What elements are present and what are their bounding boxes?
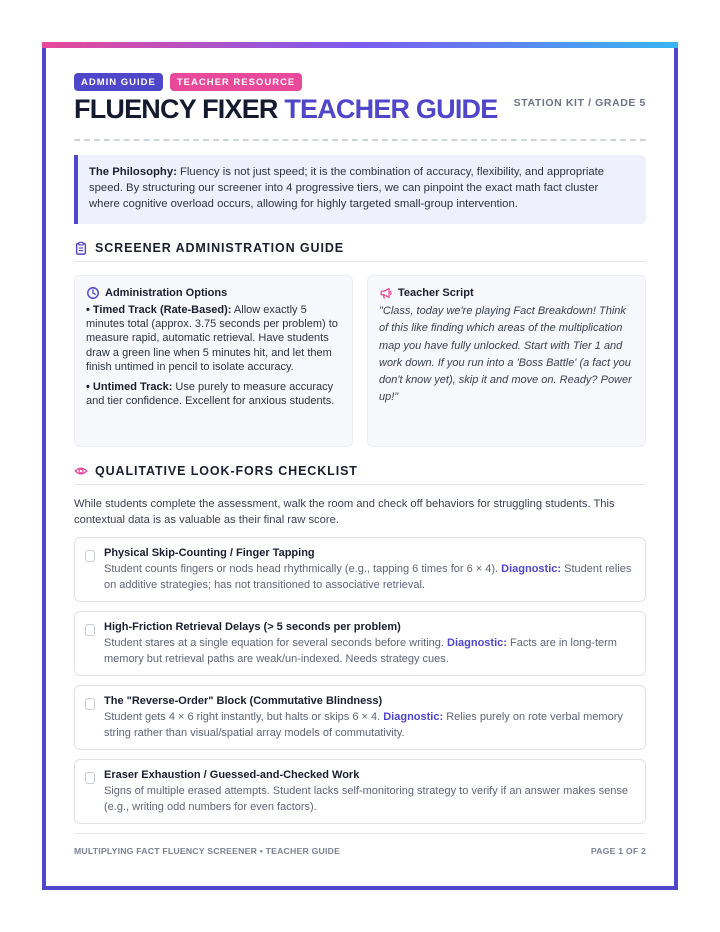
untimed-track-option	[86, 380, 341, 408]
checklist-section-header	[74, 464, 646, 485]
clipboard-icon	[74, 241, 88, 255]
teacher-script-label: Teacher Script	[398, 287, 474, 299]
timed-track-option	[86, 303, 341, 374]
philosophy-label: The Philosophy:	[89, 166, 177, 178]
look-for-body	[104, 562, 635, 593]
diagnostic-label: Diagnostic:	[383, 711, 444, 723]
checklist-intro: While students complete the assessment, walk the room and check off behaviors for struggling students. This contextual data is as valuable as their final raw score.	[74, 498, 615, 526]
admin-guide-badge: ADMIN GUIDE	[74, 73, 163, 91]
diagnostic-label: Diagnostic:	[447, 637, 507, 649]
look-for-item[interactable]	[74, 759, 646, 824]
checkbox[interactable]	[85, 698, 95, 710]
title-part-1: FLUENCY FIXER	[74, 94, 278, 124]
dashed-divider	[74, 139, 646, 141]
look-for-description: Student counts fingers or nods head rhythmically (e.g., tapping 6 times for 6 × 4).	[104, 563, 502, 575]
look-for-title: Eraser Exhaustion / Guessed-and-Checked Work	[104, 769, 360, 781]
look-for-item[interactable]	[74, 685, 646, 750]
look-for-description: Student stares at a single equation for several seconds before writing.	[104, 637, 448, 649]
administration-options-title	[86, 286, 341, 300]
look-for-title: The "Reverse-Order" Block (Commutative Blindness)	[104, 695, 383, 707]
timed-track-label: • Timed Track (Rate-Based):	[86, 304, 232, 316]
look-for-title: High-Friction Retrieval Delays (> 5 seconds per problem)	[104, 621, 401, 633]
untimed-track-label: • Untimed Track:	[86, 381, 173, 394]
timed-track-text: Allow exactly 5 minutes total (approx. 3.75 seconds per problem) to measure rapid, automatic retrieval. Have students draw a green line when 5 minutes hit, and let them finish untimed in pencil to isolate accuracy.	[86, 304, 338, 373]
checkbox[interactable]	[85, 550, 95, 562]
look-for-description: Student gets 4 × 6 right instantly, but halts or skips 6 × 4.	[104, 711, 384, 723]
badge-row	[74, 73, 302, 91]
diagnostic-text: Student relies on additive strategies; has not transitioned to associative retrieval.	[104, 563, 632, 591]
diagnostic-text: Relies purely on rote verbal memory string rather than visual/spatial array models of commutativity.	[104, 711, 623, 739]
page-title	[74, 92, 497, 126]
eye-icon	[74, 464, 88, 478]
checkbox[interactable]	[85, 624, 95, 636]
look-for-description: Signs of multiple erased attempts. Student lacks self-monitoring strategy to verify if an answer makes sense (e.g., writing odd numbers for even factors).	[104, 785, 628, 813]
guide-page	[42, 42, 678, 890]
look-for-title: Physical Skip-Counting / Finger Tapping	[104, 547, 315, 559]
look-for-item[interactable]	[74, 611, 646, 676]
checklist-section-heading: QUALITATIVE LOOK-FORS CHECKLIST	[95, 464, 358, 478]
checkbox[interactable]	[85, 772, 95, 784]
teacher-script-card	[367, 275, 646, 447]
teacher-resource-badge: TEACHER RESOURCE	[170, 73, 302, 91]
footer-document-title: MULTIPLYING FACT FLUENCY SCREENER • TEACHER GUIDE	[74, 846, 341, 856]
diagnostic-text: Facts are in long-term memory but retrieval paths are weak/un-indexed. Needs strategy cues.	[104, 637, 617, 665]
admin-section-heading: SCREENER ADMINISTRATION GUIDE	[95, 241, 345, 255]
teacher-script-text: "Class, today we're playing Fact Breakdown! Think of this like finding which areas of the multiplication map you have fully unlocked. Start with Tier 1 and work down. If you run into a 'Boss Battle' (a fact you don't know yet), skip it and move on. Ready? Power up!"	[379, 305, 632, 404]
untimed-track-text: Use purely to measure accuracy and tier confidence. Excellent for anxious students.	[86, 381, 335, 408]
look-for-body	[104, 710, 635, 741]
philosophy-callout	[74, 155, 646, 224]
philosophy-text: Fluency is not just speed; it is the combination of accuracy, flexibility, and appropriate speed. By structuring our screener into 4 progressive tiers, we can pinpoint the exact math fact cluster where cognitive overload occurs, allowing for highly targeted small-group intervention.	[89, 166, 605, 211]
teacher-script-title	[379, 286, 634, 300]
footer-divider	[74, 833, 646, 834]
gradient-top-bar	[42, 42, 678, 48]
administration-options-card	[74, 275, 353, 447]
title-part-2: TEACHER GUIDE	[284, 94, 498, 124]
footer-page-number: PAGE 1 OF 2	[590, 846, 646, 856]
administration-options-label: Administration Options	[105, 287, 228, 299]
look-for-body	[104, 636, 635, 667]
clock-icon	[86, 286, 100, 300]
station-kit-label: STATION KIT / GRADE 5	[513, 97, 646, 109]
megaphone-icon	[379, 286, 393, 300]
admin-section-header	[74, 241, 646, 262]
look-for-item[interactable]	[74, 537, 646, 602]
diagnostic-label: Diagnostic:	[501, 563, 562, 575]
look-for-body	[104, 784, 635, 815]
